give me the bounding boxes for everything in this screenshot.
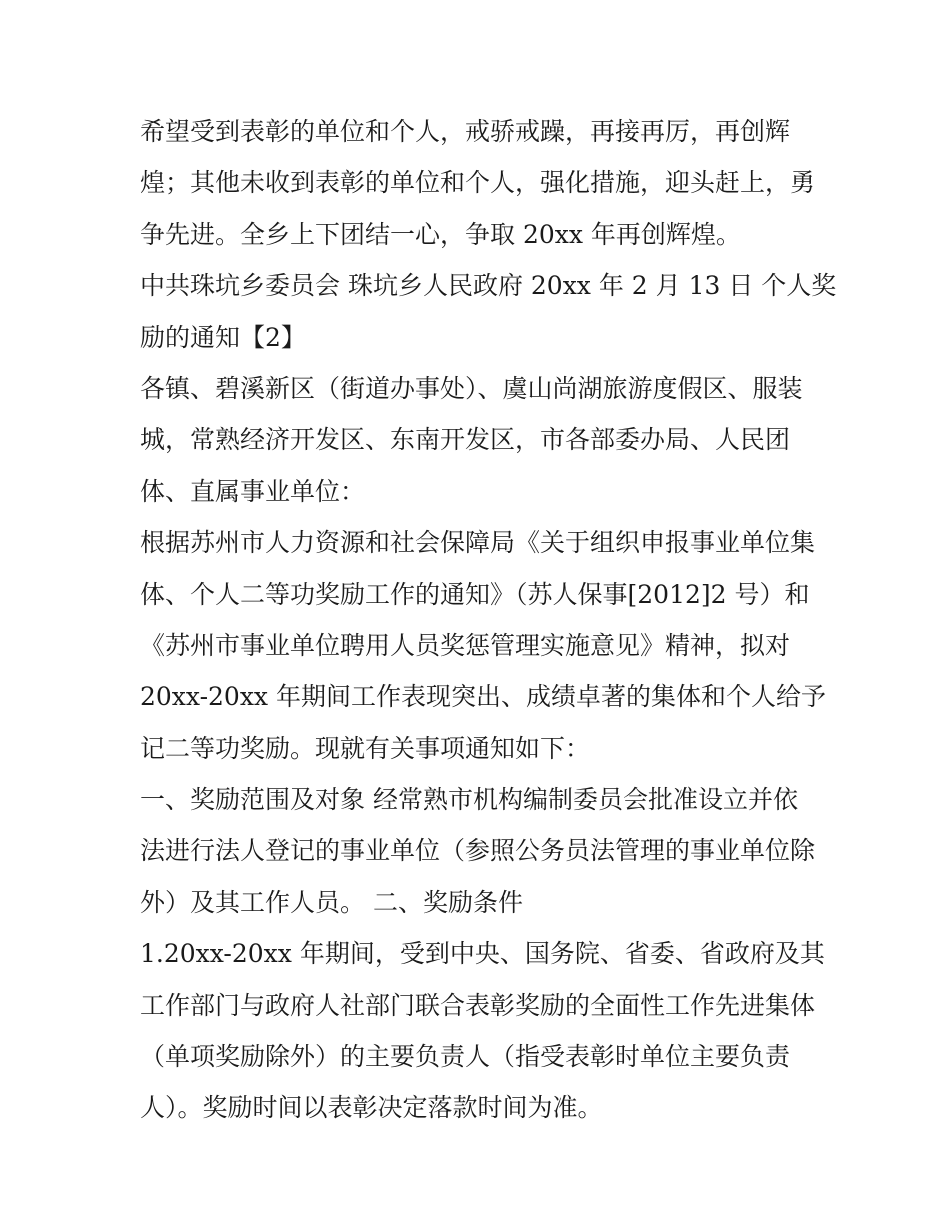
text-line: 根据苏州市人力资源和社会保障局《关于组织申报事业单位集: [140, 528, 816, 558]
text-line: 励的通知【2】: [140, 322, 306, 352]
text-line: 争先进。全乡上下团结一心，争取 20xx 年再创辉煌。: [140, 219, 741, 249]
text-line: 1.20xx-20xx 年期间，受到中央、国务院、省委、省政府及其: [140, 939, 825, 969]
text-line: 各镇、碧溪新区（街道办事处）、虞山尚湖旅游度假区、服装: [140, 373, 803, 403]
paragraph-condition-1: [140, 928, 825, 1134]
text-line: （单项奖励除外）的主要负责人（指受表彰时单位主要负责: [140, 1042, 791, 1072]
paragraph-basis: [140, 517, 826, 774]
document-body: [140, 106, 837, 1134]
paragraph-scope: [140, 774, 820, 928]
text-line: 外）及其工作人员。 二、奖励条件: [140, 887, 523, 917]
text-line: 中共珠坑乡委员会 珠坑乡人民政府 20xx 年 2 月 13 日 个人奖: [140, 271, 837, 301]
text-line: 体、直属事业单位：: [140, 476, 366, 506]
text-line: 记二等功奖励。现就有关事项通知如下：: [140, 733, 591, 763]
text-line: 体、个人二等功奖励工作的通知》（苏人保事[2012]2 号）和: [140, 579, 810, 609]
text-line: 城，常熟经济开发区、东南开发区，市各部委办局、人民团: [140, 425, 791, 455]
text-line: 人）。奖励时间以表彰决定落款时间为准。: [140, 1093, 603, 1123]
paragraph-addressees: [140, 363, 820, 517]
paragraph-signature-title: [140, 260, 837, 363]
text-line: 《苏州市事业单位聘用人员奖惩管理实施意见》精神，拟对: [140, 630, 791, 660]
text-line: 工作部门与政府人社部门联合表彰奖励的全面性工作先进集体: [140, 990, 816, 1020]
paragraph-commendation-hope: [140, 106, 820, 260]
text-line: 法进行法人登记的事业单位（参照公务员法管理的事业单位除: [140, 836, 816, 866]
text-line: 一、奖励范围及对象 经常熟市机构编制委员会批准设立并依: [140, 785, 798, 815]
text-line: 煌；其他未收到表彰的单位和个人，强化措施，迎头赶上，勇: [140, 168, 816, 198]
text-line: 20xx-20xx 年期间工作表现突出、成绩卓著的集体和个人给予: [140, 682, 826, 712]
text-line: 希望受到表彰的单位和个人，戒骄戒躁，再接再厉，再创辉: [140, 117, 791, 146]
